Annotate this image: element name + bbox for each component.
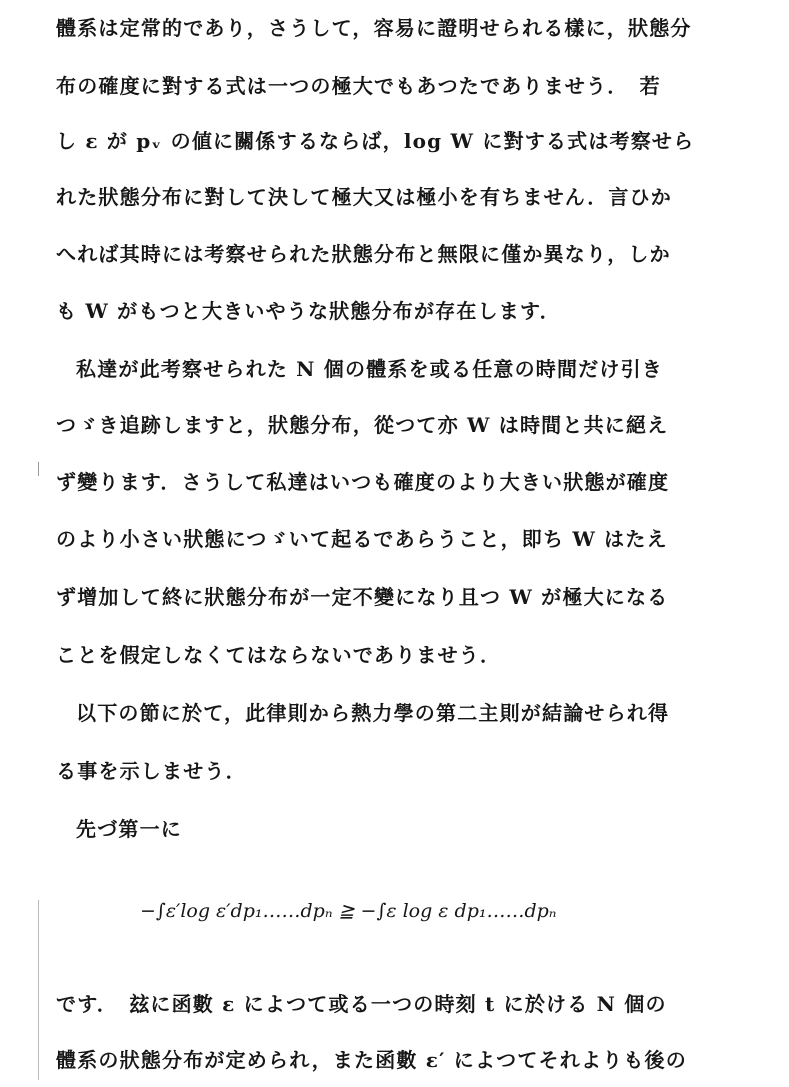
text-line-7: 私達が此考察せられた N 個の體系を或る任意の時間だけ引き — [76, 357, 664, 381]
text-line-11: ず增加して終に狀態分布が一定不變になり且つ W が極大になる — [56, 585, 669, 609]
text-line-9: ず變ります．さうして私達はいつも確度のより大きい狀態が確度 — [56, 470, 670, 494]
scan-edge-mark — [38, 900, 39, 1080]
text-line-17: 體系の狀態分布が定められ，また函數 ε′ によつてそれよりも後の — [56, 1048, 687, 1072]
text-line-16: です． 玆に函數 ε によつて或る一つの時刻 t に於ける N 個の — [56, 992, 667, 1016]
text-line-8: つゞき追跡しますと，狀態分布，從つて亦 W は時間と共に絕え — [56, 413, 669, 437]
entropy-inequality-formula: −∫ε′log ε′dp₁……dpₙ ≧ −∫ε log ε dp₁……dpₙ — [140, 900, 557, 922]
scan-speck — [38, 462, 39, 476]
text-line-1: 體系は定常的であり，さうして，容易に證明せられる樣に，狀態分 — [56, 16, 692, 40]
text-line-14: る事を示しませう． — [56, 759, 247, 783]
text-line-4: れた狀態分布に對して決して極大又は極小を有ちません．言ひか — [56, 185, 672, 209]
text-line-2: 布の確度に對する式は一つの極大でもあつたでありませう． 若 — [56, 74, 661, 98]
text-line-3: し ε が pᵥ の値に關係するならば，log W に對する式は考察せら — [56, 129, 695, 153]
text-line-13: 以下の節に於て，此律則から熱力學の第二主則が結論せられ得 — [76, 701, 670, 725]
text-line-12: ことを假定しなくてはならないでありませう． — [56, 643, 502, 667]
text-line-5: へれば其時には考察せられた狀態分布と無限に僅か異なり，しか — [56, 242, 671, 266]
text-line-6: も W がもつと大きいやうな狀態分布が存在します． — [56, 299, 561, 323]
text-line-15: 先づ第一に — [76, 817, 182, 841]
text-line-10: のより小さい狀態につゞいて起るであらうこと，即ち W はたえ — [56, 527, 668, 551]
